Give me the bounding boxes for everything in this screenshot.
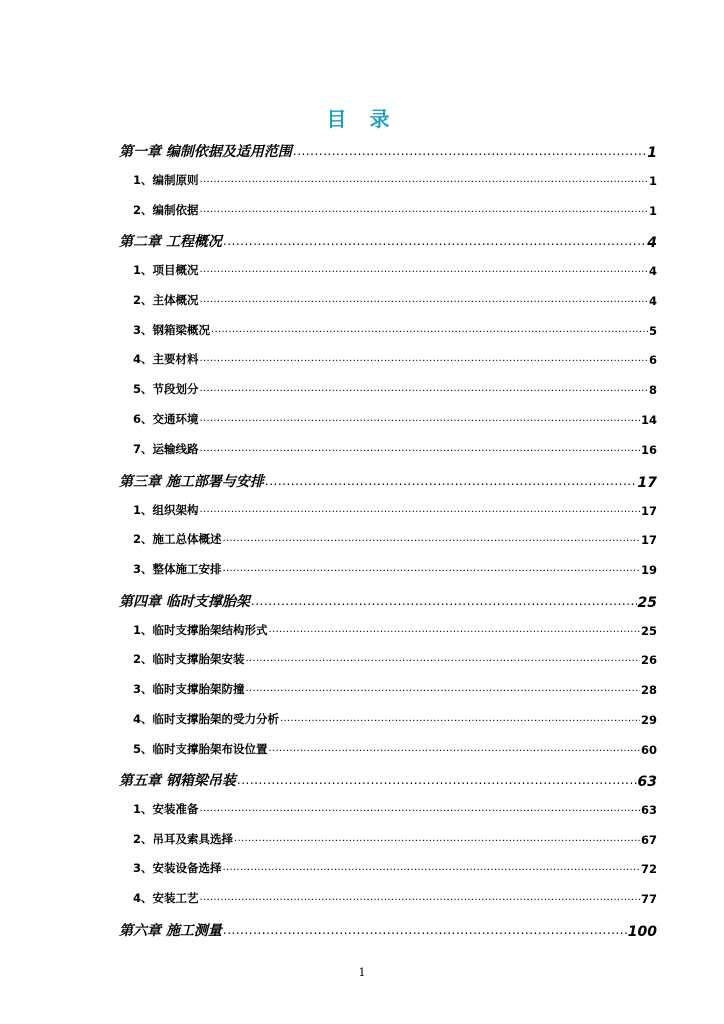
toc-chapter-entry[interactable] — [119, 231, 657, 251]
toc-entry-page: 1 — [647, 145, 657, 161]
toc-entry-page: 17 — [637, 475, 657, 491]
toc-entry-label: 5、临时支撑胎架布设位置 — [133, 742, 268, 756]
toc-section-entry[interactable] — [133, 741, 657, 757]
toc-section-entry[interactable] — [133, 262, 657, 278]
toc-leader-dots — [223, 923, 627, 937]
toc-leader-dots — [200, 892, 640, 903]
toc-entry-label: 7、运输线路 — [133, 442, 199, 456]
page-number: 1 — [358, 966, 366, 979]
toc-leader-dots — [223, 563, 640, 574]
toc-entry-page: 29 — [640, 713, 657, 727]
toc-entry-label: 4、安装工艺 — [133, 891, 199, 905]
toc-leader-dots — [200, 174, 648, 185]
toc-leader-dots — [246, 683, 640, 694]
toc-section-entry[interactable] — [133, 801, 657, 817]
toc-entry-page: 5 — [648, 324, 657, 338]
toc-entry-page: 100 — [627, 924, 657, 940]
toc-leader-dots — [269, 743, 640, 754]
toc-leader-dots — [200, 353, 648, 364]
toc-entry-page: 63 — [640, 803, 657, 817]
toc-leader-dots — [223, 862, 640, 873]
toc-entry-page: 72 — [640, 862, 657, 876]
toc-entry-label: 第四章 临时支撑胎架 — [119, 594, 250, 610]
toc-entry-page: 17 — [640, 533, 657, 547]
toc-entry-page: 77 — [640, 892, 657, 906]
toc-leader-dots — [200, 294, 648, 305]
toc-entry-label: 2、临时支撑胎架安装 — [133, 652, 245, 666]
toc-entry-label: 1、组织架构 — [133, 503, 199, 517]
toc-entry-page: 26 — [640, 653, 657, 667]
toc-section-entry[interactable] — [133, 502, 657, 518]
toc-entry-label: 1、项目概况 — [133, 263, 199, 277]
toc-entry-page: 1 — [648, 174, 657, 188]
toc-leader-dots — [280, 713, 640, 724]
toc-entry-page: 25 — [637, 595, 657, 611]
toc-leader-dots — [234, 833, 640, 844]
toc-entry-label: 3、安装设备选择 — [133, 861, 222, 875]
toc-entry-page: 60 — [640, 743, 657, 757]
toc-entry-label: 6、交通环境 — [133, 412, 199, 426]
toc-entry-label: 第三章 施工部署与安排 — [119, 474, 264, 490]
toc-entry-label: 3、临时支撑胎架防撞 — [133, 682, 245, 696]
toc-section-entry[interactable] — [133, 860, 657, 876]
toc-entry-label: 1、编制原则 — [133, 173, 199, 187]
toc-section-entry[interactable] — [133, 202, 657, 218]
toc-chapter-entry[interactable] — [119, 471, 657, 491]
toc-leader-dots — [200, 504, 640, 515]
toc-entry-page: 4 — [648, 264, 657, 278]
toc-entry-page: 8 — [648, 383, 657, 397]
toc-leader-dots — [251, 594, 637, 608]
toc-leader-dots — [200, 264, 648, 275]
toc-entry-page: 25 — [640, 624, 657, 638]
toc-entry-label: 2、主体概况 — [133, 293, 199, 307]
toc-entry-label: 4、主要材料 — [133, 352, 199, 366]
toc-section-entry[interactable] — [133, 831, 657, 847]
toc-entry-page: 4 — [648, 294, 657, 308]
toc-section-entry[interactable] — [133, 351, 657, 367]
toc-section-entry[interactable] — [133, 411, 657, 427]
toc-chapter-entry[interactable] — [119, 141, 657, 161]
toc-section-entry[interactable] — [133, 381, 657, 397]
toc-leader-dots — [211, 324, 648, 335]
toc-entry-page: 14 — [640, 413, 657, 427]
toc-entry-label: 1、临时支撑胎架结构形式 — [133, 623, 268, 637]
toc-leader-dots — [200, 413, 640, 424]
toc-entry-label: 第二章 工程概况 — [119, 234, 222, 250]
toc-chapter-entry[interactable] — [119, 591, 657, 611]
toc-entry-label: 2、吊耳及索具选择 — [133, 832, 234, 846]
toc-section-entry[interactable] — [133, 172, 657, 188]
toc-entry-page: 19 — [640, 563, 657, 577]
toc-entry-page: 4 — [647, 235, 657, 251]
toc-entry-page: 17 — [640, 504, 657, 518]
toc-leader-dots — [200, 204, 648, 215]
toc-leader-dots — [293, 144, 646, 158]
toc-entry-label: 4、临时支撑胎架的受力分析 — [133, 712, 280, 726]
toc-entry-page: 67 — [640, 833, 657, 847]
toc-leader-dots — [200, 443, 640, 454]
toc-leader-dots — [200, 803, 640, 814]
toc-section-entry[interactable] — [133, 531, 657, 547]
toc-section-entry[interactable] — [133, 322, 657, 338]
toc-leader-dots — [223, 234, 646, 248]
toc-entry-label: 3、钢箱梁概况 — [133, 323, 211, 337]
toc-section-entry[interactable] — [133, 561, 657, 577]
toc-section-entry[interactable] — [133, 681, 657, 697]
toc-section-entry[interactable] — [133, 890, 657, 906]
toc-entry-label: 第一章 编制依据及适用范围 — [119, 144, 292, 160]
toc-leader-dots — [200, 383, 648, 394]
toc-section-entry[interactable] — [133, 292, 657, 308]
toc-entry-label: 2、编制依据 — [133, 203, 199, 217]
toc-leader-dots — [246, 653, 640, 664]
toc-entry-label: 5、节段划分 — [133, 382, 199, 396]
toc-entry-page: 1 — [648, 204, 657, 218]
toc-leader-dots — [265, 474, 637, 488]
toc-title: 目 录 — [326, 107, 398, 131]
toc-entry-label: 2、施工总体概述 — [133, 532, 222, 546]
toc-entry-label: 3、整体施工安排 — [133, 562, 222, 576]
toc-section-entry[interactable] — [133, 622, 657, 638]
toc-entry-label: 第五章 钢箱梁吊装 — [119, 773, 236, 789]
toc-entry-label: 1、安装准备 — [133, 802, 199, 816]
toc-entry-page: 16 — [640, 443, 657, 457]
toc-section-entry[interactable] — [133, 651, 657, 667]
toc-entry-page: 28 — [640, 683, 657, 697]
toc-entry-page: 63 — [637, 774, 657, 790]
toc-entry-label: 第六章 施工测量 — [119, 923, 222, 939]
toc-entry-page: 6 — [648, 353, 657, 367]
toc-section-entry[interactable] — [133, 441, 657, 457]
toc-leader-dots — [223, 533, 640, 544]
toc-chapter-entry[interactable] — [119, 770, 657, 790]
toc-leader-dots — [237, 773, 637, 787]
toc-leader-dots — [269, 624, 640, 635]
toc-chapter-entry[interactable] — [119, 920, 657, 940]
toc-section-entry[interactable] — [133, 711, 657, 727]
